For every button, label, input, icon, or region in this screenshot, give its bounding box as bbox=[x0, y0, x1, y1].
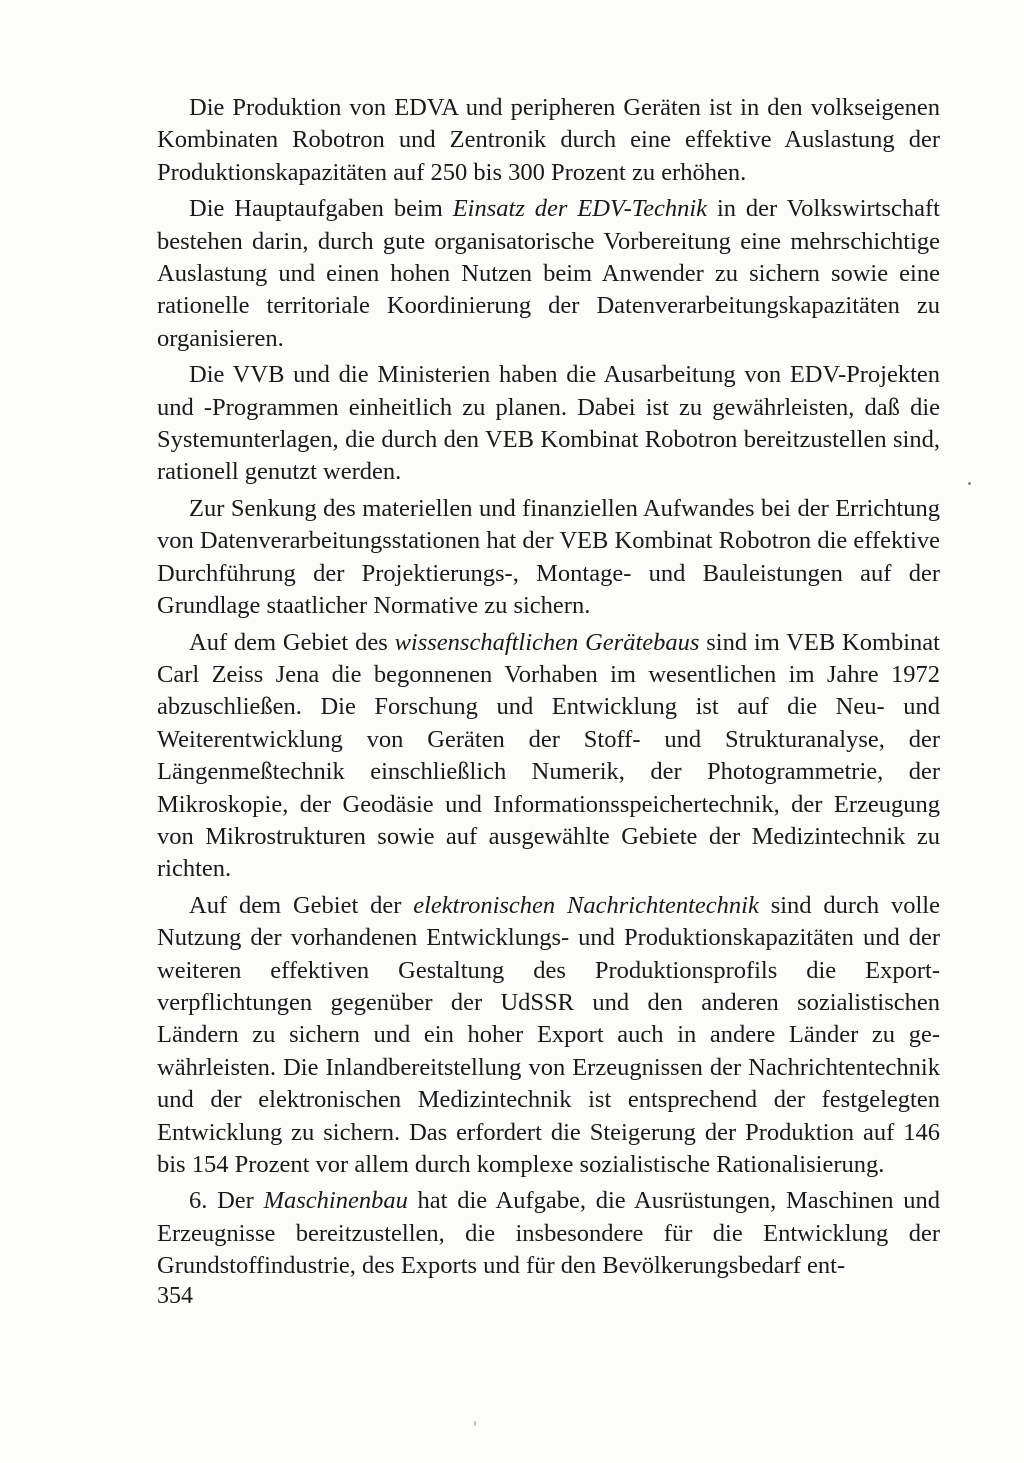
text-run: Auf dem Gebiet des bbox=[189, 628, 395, 656]
text-run: Die Produktion von EDVA und peripheren Geräten ist in den volkseigenen Kombinaten Robotron und Zentronik durch eine effektive Auslastung der Produktionskapazitäten auf 250 bis 300 Prozent zu erhöhen. bbox=[157, 94, 940, 186]
paragraph-edv-deployment bbox=[157, 193, 940, 355]
text-run: Auf dem Gebiet der bbox=[189, 891, 414, 919]
paragraph-vvb-ministries bbox=[157, 359, 940, 489]
emphasis-text: elektronischen Nachrichtentechnik bbox=[413, 891, 759, 919]
emphasis-text: Maschinenbau bbox=[263, 1187, 408, 1215]
paragraph-edva-production bbox=[157, 92, 940, 189]
paragraph-mechanical-engineering bbox=[157, 1185, 940, 1282]
text-run: hat die Aufgabe, die Ausrüstungen, Maschinen und Erzeugnisse bereitzustellen, die insbesondere für die Entwicklung der Grundstoffindustrie, des Exports und für den Bevölkerungsbedarf ent- bbox=[157, 1187, 940, 1280]
text-run: Die Hauptaufgaben beim bbox=[189, 195, 453, 223]
text-run: Zur Senkung des materiellen und finanziellen Aufwandes bei der Errichtung von Datenverarbeitungsstationen hat der VEB Kombinat Robotron die effektive Durchführung der Projektierungs-, Montage- und Bauleistungen auf der Grundlage staatlicher Normative zu sichern. bbox=[157, 494, 940, 620]
paragraph-cost-reduction bbox=[157, 493, 940, 623]
body-text bbox=[157, 92, 940, 1287]
paper-speck bbox=[968, 482, 971, 485]
text-run: 6. Der bbox=[189, 1187, 264, 1215]
text-run: sind im VEB Kombinat Carl Zeiss Jena die begonnenen Vorhaben im wesentlichen im Jahre 1972 abzuschließen. Die Forschung und Entwicklung ist auf die Neu- und Weiterentwicklung von Geräten der Stoff- und Strukturanalyse, der Längenmeßtechnik einschließlich Numerik, der Photogrammetrie, der Mikroskopie, der Geodäsie und Informationsspeichertechnik, der Erzeugung von Mikrostrukturen sowie auf ausgewählte Gebiete der Medizintechnik zu richten. bbox=[157, 628, 940, 883]
paper-speck bbox=[474, 1421, 476, 1426]
page-number: 354 bbox=[157, 1283, 193, 1309]
emphasis-text: Einsatz der EDV-Technik bbox=[452, 195, 708, 223]
paragraph-telecommunications bbox=[157, 890, 940, 1182]
text-run: in der Volkswirtschaft bestehen darin, durch gute organisatorische Vorbereitung eine mehrschichtige Auslastung und einen hohen Nutzen beim Anwender zu sichern sowie eine rationelle territoriale Koordinierung der Datenverarbeitungskapazitäten zu organisieren. bbox=[157, 195, 940, 352]
emphasis-text: wissenschaftlichen Gerätebaus bbox=[394, 628, 700, 656]
text-run: sind durch volle Nutzung der vorhandenen Entwicklungs- und Produktionskapazitäten und der weiteren effektiven Gestaltung des Produktionsprofils die Exportverpflichtungen gegenüber der UdSSR und den anderen sozialistischen Ländern zu sichern und ein hoher Export auch in andere Länder zu gewährleisten. Die Inlandbereitstellung von Erzeugnissen der Nachrichtentechnik und der elektronischen Medizintechnik ist entsprechend der festgelegten Entwicklung zu sichern. Das erfordert die Steigerung der Produktion auf 146 bis 154 Prozent vor allem durch komplexe sozialistische Rationalisierung. bbox=[157, 891, 940, 1178]
text-run: Die VVB und die Ministerien haben die Ausarbeitung von EDV-Projekten und -Programmen einheitlich zu planen. Dabei ist zu gewährleisten, daß die Systemunterlagen, die durch den VEB Kombinat Robotron bereitzustellen sind, rationell genutzt werden. bbox=[157, 361, 940, 486]
paragraph-scientific-instruments bbox=[157, 627, 940, 886]
